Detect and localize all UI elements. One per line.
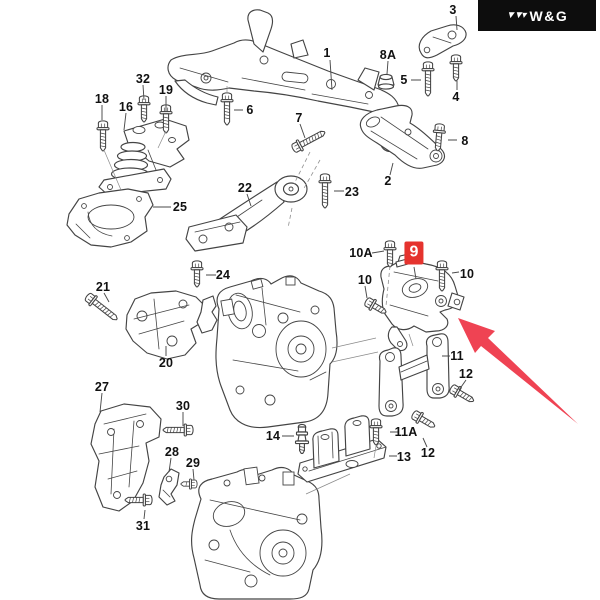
bracket-part-27 [91, 404, 161, 511]
part-callout-14: 14 [265, 428, 281, 443]
bracket-part-28 [159, 469, 179, 505]
part-callout-10A: 10A [349, 245, 373, 260]
part-callout-2: 2 [384, 173, 392, 188]
bolt-7 [290, 127, 327, 154]
logo-brand-text: W&G [529, 7, 569, 24]
bolt-24 [191, 261, 203, 287]
pendulum-mount-part-22 [186, 176, 307, 251]
part-callout-27: 27 [94, 379, 110, 394]
part-callout-10: 10 [357, 272, 373, 287]
brand-logo [478, 0, 596, 31]
part-callout-13: 13 [396, 449, 412, 464]
part-callout-31: 31 [135, 518, 151, 533]
part-callout-18: 18 [94, 91, 110, 106]
logo-chevrons-icon: ▼▼▾ [504, 9, 527, 21]
cover-part-25 [67, 189, 153, 247]
transmission-upper [197, 276, 337, 428]
bolt-21 [83, 291, 120, 324]
part-callout-9: 9 [404, 242, 423, 265]
part-callout-29: 29 [185, 455, 201, 470]
part-callout-11A: 11A [394, 424, 418, 439]
bolt-6 [221, 93, 233, 125]
part-callout-23: 23 [344, 184, 360, 199]
part-callout-32: 32 [135, 71, 151, 86]
part-callout-5: 5 [400, 72, 408, 87]
part-callout-16: 16 [118, 99, 134, 114]
part-callout-12: 12 [458, 366, 474, 381]
part-callout-7: 7 [295, 110, 303, 125]
part-callout-4: 4 [452, 89, 460, 104]
bolt-18 [97, 121, 109, 151]
part-callout-25: 25 [172, 199, 188, 214]
highlight-arrow [458, 318, 578, 424]
bracket-part-11 [379, 334, 449, 416]
part-callout-21: 21 [95, 279, 111, 294]
transmission-lower [192, 467, 322, 599]
part-callout-8A: 8A [379, 47, 397, 62]
part-callout-3: 3 [449, 2, 457, 17]
gearbox-mount-part-9 [381, 254, 464, 351]
bolt-29 [181, 479, 197, 489]
engine-mount-part-16 [99, 119, 189, 195]
part-callout-19: 19 [158, 82, 174, 97]
part-callout-22: 22 [237, 180, 253, 195]
bolt-5 [422, 62, 434, 96]
bolt-12-lower [410, 409, 438, 432]
part-callout-20: 20 [158, 355, 174, 370]
part-callout-30: 30 [175, 398, 191, 413]
part-callout-8: 8 [461, 133, 469, 148]
bolt-23 [319, 174, 331, 208]
bolt-10a [384, 241, 396, 267]
bracket-part-3 [419, 25, 466, 58]
part-callout-11: 11 [450, 348, 464, 363]
part-callout-12: 12 [420, 445, 436, 460]
bolt-4 [450, 55, 462, 81]
part-callout-6: 6 [246, 102, 254, 117]
part-callout-10: 10 [459, 266, 475, 281]
stud-part-14 [296, 424, 309, 453]
control-arm-part-2 [360, 105, 444, 168]
part-callout-1: 1 [323, 45, 331, 60]
bolt-30 [163, 424, 193, 436]
part-callout-28: 28 [164, 444, 180, 459]
nut-part-8A [378, 74, 394, 89]
part-callout-24: 24 [215, 267, 231, 282]
